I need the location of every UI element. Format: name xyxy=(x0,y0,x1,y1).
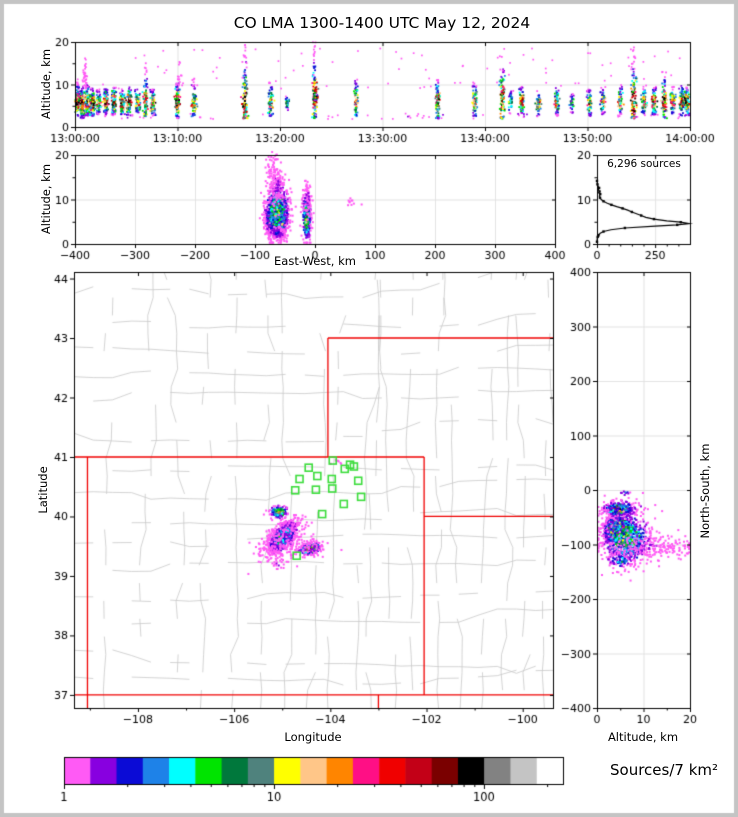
histogram-annotation: 6,296 sources xyxy=(607,158,681,170)
page-title: CO LMA 1300-1400 UTC May 12, 2024 xyxy=(233,14,531,32)
ns-xlabel: Altitude, km xyxy=(607,730,679,744)
map-xlabel: Longitude xyxy=(284,730,342,744)
ew-xlabel: East-West, km xyxy=(274,254,356,268)
ns-ylabel: North-South, km xyxy=(698,443,712,539)
ew-ylabel: Altitude, km xyxy=(39,163,53,235)
time-height-ylabel: Altitude, km xyxy=(39,48,53,120)
map-ylabel: Latitude xyxy=(36,466,50,514)
colorbar-label: Sources/7 km² xyxy=(609,761,719,779)
